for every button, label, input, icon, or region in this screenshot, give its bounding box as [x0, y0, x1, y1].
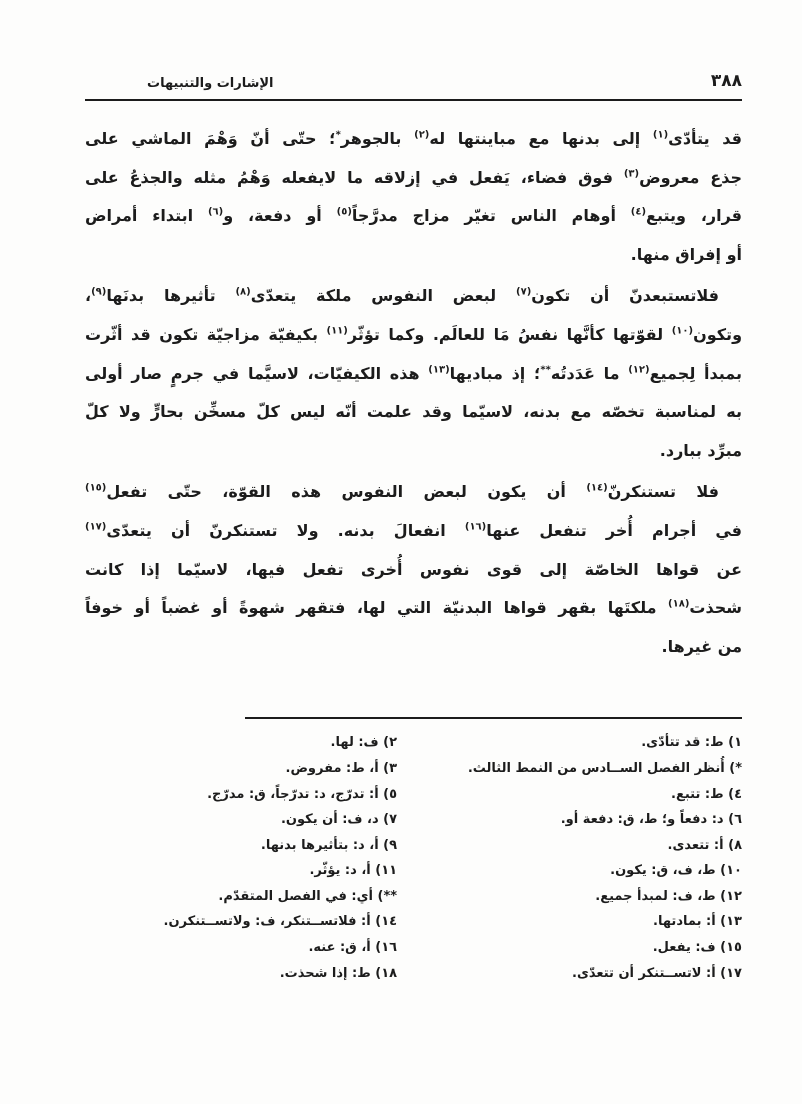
- footnote-item: ٧) د، ف: أن يكون.: [280, 812, 398, 828]
- page-content: [85, 0, 742, 986]
- footnote-item: ٦) د: دفعاً و؛ ط، ق: دفعة أو.: [560, 812, 742, 828]
- footnote-column-right: [430, 730, 742, 986]
- running-header: [85, 0, 742, 91]
- footnote-item: ٣) أ، ط: مفروض.: [285, 760, 398, 776]
- footnote-item: ١١) أ، د: يؤثّر.: [309, 863, 398, 879]
- text-line: جذع معروض$^{(٣)}$ فوق فضاء، يَفعل في إزلاقه ما لايفعله وَهْمُ مثله والجذعُ على: [85, 167, 742, 187]
- footnote-item: ١٣) أ: بمادتها.: [653, 914, 742, 930]
- paragraph: [85, 277, 742, 470]
- paragraph: [85, 473, 742, 666]
- text-line: فلاتستبعدنّ أن تكون$^{(٧)}$ لبعض النفوس ملكة يتعدّى$^{(٨)}$ تأثيرها بدنَها$^{(٩)}$،: [85, 286, 720, 306]
- footnote-item: ١٤) أ: فلاتســتنكر، ف: ولاتســتنكرن.: [163, 914, 398, 930]
- main-text: [85, 120, 742, 666]
- footnote-item: ٩) أ، د: بتأثيرها بدنها.: [260, 837, 398, 853]
- footnotes-apparatus: [85, 730, 742, 986]
- footnote-item: ١٥) ف: يفعل.: [652, 940, 742, 956]
- header-rule: [85, 99, 742, 101]
- page-number: ٣٨٨: [710, 71, 742, 91]
- text-line: فلا تستنكرنّ$^{(١٤)}$ أن يكون لبعض النفوس هذه القوّة، حتّى تفعل$^{(١٥)}$: [85, 482, 719, 502]
- footnote-separator: [245, 717, 742, 719]
- footnote-item: ١٢) ط، ف: لمبدأ جميع.: [595, 888, 742, 904]
- footnote-item: ١٠) ط، ف، ق: يكون.: [610, 863, 742, 879]
- text-line: في أجرام أُخر تنفعل عنها$^{(١٦)}$ انفعالَ بدنه. ولا تستنكرنّ أن يتعدّى$^{(١٧)}$: [85, 520, 742, 540]
- footnote-item: ١٦) أ، ق: عنه.: [308, 940, 398, 956]
- text-line: عن قواها الخاصّة إلى قوى نفوس أُخرى تفعل فيها، لاسيّما إذا كانت: [85, 559, 742, 579]
- text-line: وتكون$^{(١٠)}$ لقوّتها كأنَّها نفسُ مَا للعالَم. وكما تؤثّر$^{(١١)}$ بكيفيّة مزاجيّة تكون قد أثّرت: [85, 324, 742, 344]
- footnote-item: ٨) أ: تتعدى.: [667, 837, 742, 853]
- footnote-item: *) أُنظر الفصل الســادس من النمط الثالث.: [467, 760, 742, 776]
- text-line: قرار، ويتبع$^{(٤)}$ أوهام الناس تغيّر مزاج مدرَّجاً$^{(٥)}$ أو دفعة، و$^{(٦)}$ ابتداء أمراض: [85, 206, 742, 226]
- footnote-item: ٢) ف: لها.: [330, 735, 398, 751]
- text-line: مبرِّد ببارد.: [659, 440, 742, 460]
- footnote-item: ٤) ط: تتبع.: [671, 786, 742, 802]
- footnote-item: ١٧) أ: لاتســتنكر أن تتعدّى.: [572, 965, 742, 981]
- footnote-item: ٥) أ: تدرّج، د: تدرّجاً، ق: مدرّج.: [207, 786, 398, 802]
- footnote-item: ١) ط: قد تتأدّى.: [641, 735, 742, 751]
- book-title: الإشارات والتنبيهات: [147, 76, 274, 91]
- footnote-item: ١٨) ط: إذا شحذت.: [279, 965, 398, 981]
- text-line: به لمناسبة تخصّه مع بدنه، لاسيّما وقد علمت أنّه ليس كلّ مسخِّن بحارٍّ ولا كلّ: [85, 402, 742, 422]
- footnote-column-left: [85, 730, 397, 986]
- text-line: قد يتأدّى$^{(١)}$ إلى بدنها مع مباينتها له$^{(٢)}$ بالجوهر*؛ حتّى أنّ وَهْمَ الماشي على: [85, 129, 742, 148]
- text-line: أو إفراق منها.: [630, 244, 742, 264]
- paragraph: [85, 120, 742, 274]
- footnote-item: **) أي: في الفصل المتقدّم.: [218, 888, 398, 904]
- text-line: شحذت$^{(١٨)}$ ملكتَها بقهر قواها البدنيّة التي لها، فتقهر شهوةً أو غضباً أو خوفاً: [85, 598, 742, 618]
- text-line: بمبدأ لِجميع$^{(١٢)}$ ما عَدَدتُه**؛ إذ مباديها$^{(١٣)}$ هذه الكيفيّات، لاسيَّما في جرمٍ صار أولى: [85, 363, 742, 383]
- text-line: من غيرها.: [661, 636, 742, 656]
